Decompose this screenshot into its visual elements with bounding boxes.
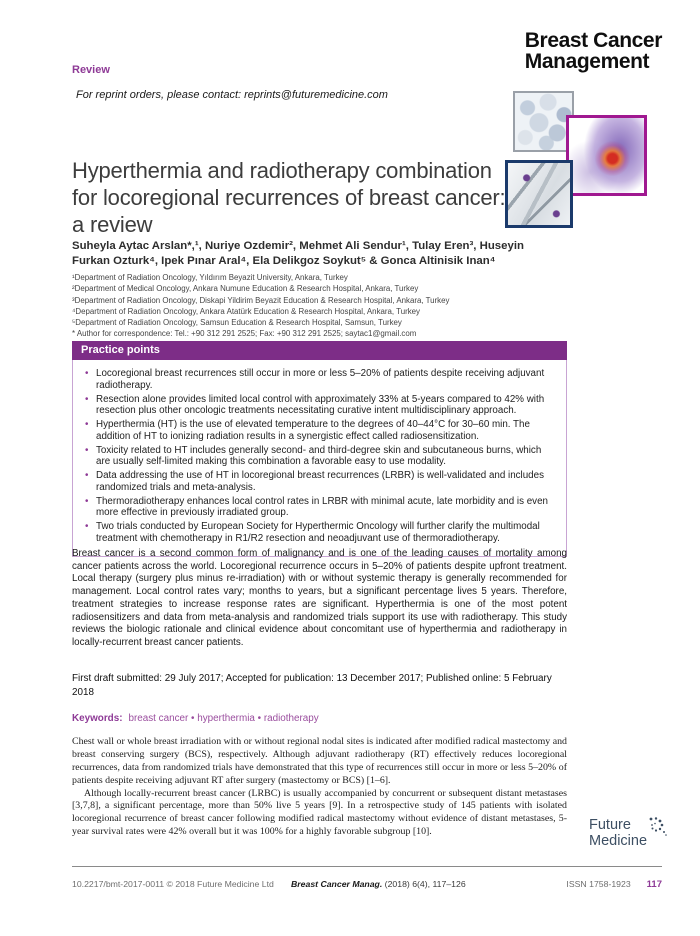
affiliation-line: ⁴Department of Radiation Oncology, Ankara Atatürk Education & Research Hospital, Ankara, Turkey (72, 306, 420, 316)
affiliation-line: ³Department of Radiation Oncology, Diskapi Yildirim Beyazit Education & Research Hospital, Ankara, Turkey (72, 295, 450, 305)
abstract-paragraph: Breast cancer is a second common form of malignancy and is one of the leading causes of mortality among cancer patients across the world. Locoregional recurrence occurs in 5–20% of patients despite upfront treatment. Local therapy (surgery plus minus re-irradiation) with or without systemic therapy is generally recommended for management. Local control rates vary; months to years, but a significant percentage lives 5 years. Therefore, treatment strategies to increase response rates are significant. Hyperthermia is one of the most potent radiosensitizers and data from meta-analysis and randomized trials support its use with radiotherapy. This study reviews the biologic rationale and clinical evidence about concomitant use of hyperthermia and radiotherapy in locally-recurrent breast cancer patients. (72, 548, 567, 649)
affiliation-line: ²Department of Medical Oncology, Ankara Numune Education & Research Hospital, Ankara, Turkey (72, 284, 419, 294)
body-paragraph-2: Although locally-recurrent breast cancer (LRBC) is usually accompanied by concurrent or subsequent distant metastases [3,7,8], a significant percentage, more than 50% live 5 years [9]. In a retrospective study of 145 patients with isolated locoregional recurrence of breast cancer following modified radical mastectomy without evidence of distant metastases, 5-year survival rates were 42% overall but it was 100% for a highly favorable subgroup [10]. (72, 787, 567, 838)
article-title: Hyperthermia and radiotherapy combination for locoregional recurrences of breast cancer: a review (72, 158, 506, 238)
citation-journal-name: Breast Cancer Manag. (291, 879, 383, 889)
reprint-notice: For reprint orders, please contact: reprints@futuremedicine.com (76, 89, 388, 101)
practice-point-item: • Toxicity related to HT includes generally second- and third-degree skin and subcutaneous burns, which are usually self-limited making this combination a favorable easy to use modality. (83, 445, 554, 469)
journal-cover-pills-image (513, 91, 574, 152)
journal-cover-instruments-image (505, 160, 573, 228)
keywords-line (72, 713, 567, 724)
practice-points-heading: Practice points (72, 341, 567, 360)
citation-details: (2018) 6(4), 117–126 (382, 879, 466, 889)
future-medicine-logo-line2: Medicine (589, 832, 648, 849)
practice-point-item: • Thermoradiotherapy enhances local control rates in LRBR with minimal acute, late morbidity and is even more effective in previously irradiated group. (83, 496, 554, 520)
practice-point-item: • Data addressing the use of HT in locoregional breast recurrences (LRBR) is well-validated and includes randomized trials and meta-analysis. (83, 470, 554, 494)
affiliation-line: ¹Department of Radiation Oncology, Yıldırım Beyazit University, Ankara, Turkey (72, 273, 348, 282)
issn: ISSN 1758-1923 (566, 879, 631, 889)
journal-name-line1: Breast Cancer (524, 29, 662, 52)
keywords-terms: breast cancer • hyperthermia • radiotherapy (128, 713, 319, 724)
future-medicine-logo-line1: Future (589, 817, 631, 833)
citation (291, 879, 466, 889)
affiliation-line: * Author for correspondence: Tel.: +90 312 291 2525; Fax: +90 312 291 2525; saytac1@gmail.com (72, 329, 417, 339)
practice-point-item: • Two trials conducted by European Society for Hyperthermic Oncology will further clarify the multimodal treatment with chemotherapy in R1/R2 resection and neoadjuvant use of thermoradiotherapy. (83, 521, 554, 545)
practice-point-item: • Resection alone provides limited local control with approximately 33% at 5-years compared to 42% with resection plus other oncologic treatments necessitating curative intent multidisciplinary approach. (83, 394, 554, 418)
journal-cover-breast-image (566, 115, 647, 196)
submission-dates: First draft submitted: 29 July 2017; Accepted for publication: 13 December 2017; Published online: 5 February 2018 (72, 673, 552, 698)
author-list: Suheyla Aytac Arslan*,¹, Nuriye Ozdemir², Mehmet Ali Sendur¹, Tulay Eren³, Huseyin Furkan Ozturk⁴, Ipek Pınar Aral⁴, Ela Delikgoz Soykut⁵ & Gonca Altinisik Inan⁴ (72, 240, 524, 268)
journal-name-line2: Management (524, 50, 650, 74)
page-number: 117 (646, 879, 662, 890)
keywords-label: Keywords: (72, 713, 123, 724)
practice-point-item: • Hyperthermia (HT) is the use of elevated temperature to the degrees of 40–44°C for 30–60 min. The addition of HT to ionizing radiation results in a synergistic effect called radiosensitization. (83, 419, 554, 443)
practice-point-item: • Locoregional breast recurrences still occur in more or less 5–20% of patients despite receiving adjuvant radiotherapy. (83, 368, 554, 392)
body-paragraph-1: Chest wall or whole breast irradiation with or without regional nodal sites is indicated after modified radical mastectomy and breast conserving surgery (BCS), respectively. Although adjuvant radiotherapy (RT) effectively reduces locoregional recurrences, data from randomized trials have demonstrated that this type of recurrences still occur in more or less 5–20% of patients despite receiving adjuvant RT after surgery (mastectomy or BCS) [1–6]. (72, 736, 567, 786)
journal-masthead (525, 30, 662, 73)
affiliation-line: ⁵Department of Radiation Oncology, Samsun Education & Research Hospital, Samsun, Turkey (72, 318, 402, 328)
article-body (72, 736, 567, 839)
article-type-label: Review (72, 64, 110, 76)
future-medicine-swirl-icon (641, 816, 667, 840)
practice-points-box (72, 341, 567, 557)
practice-points-body (72, 360, 567, 557)
footer-divider (72, 866, 662, 867)
future-medicine-logo (589, 818, 647, 850)
doi-copyright: 10.2217/bmt-2017-0011 © 2018 Future Medicine Ltd (72, 879, 274, 889)
affiliation-list (72, 272, 572, 340)
